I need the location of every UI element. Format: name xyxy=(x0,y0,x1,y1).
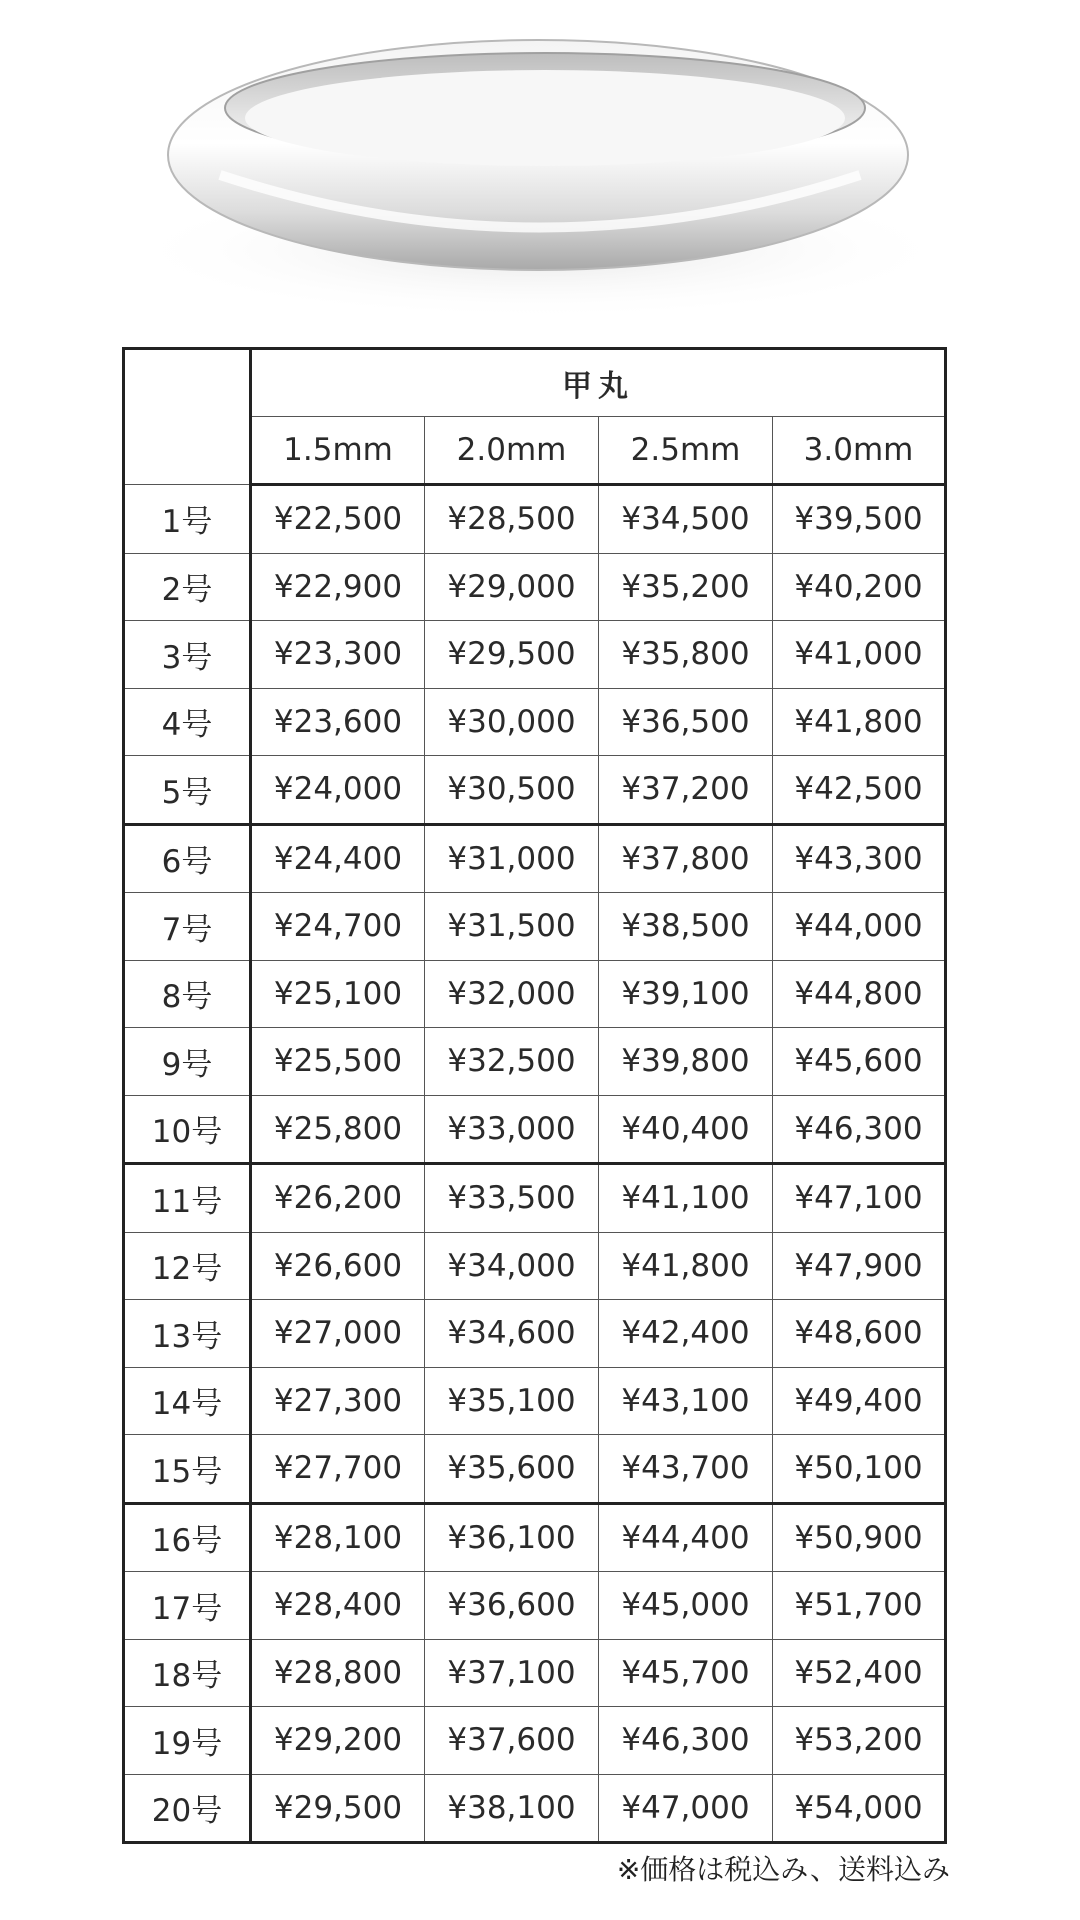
price-cell: ¥24,000 xyxy=(251,756,425,825)
price-cell: ¥41,800 xyxy=(773,688,946,756)
price-cell: ¥40,400 xyxy=(599,1095,773,1164)
price-cell: ¥36,500 xyxy=(599,688,773,756)
price-cell: ¥48,600 xyxy=(773,1300,946,1368)
ring-size-cell: 12号 xyxy=(124,1232,251,1300)
price-table xyxy=(122,347,947,1844)
price-cell: ¥25,100 xyxy=(251,960,425,1028)
table-row xyxy=(124,1435,946,1504)
ring-size-cell: 10号 xyxy=(124,1095,251,1164)
width-header-cell: 3.0mm xyxy=(773,417,946,485)
price-cell: ¥37,200 xyxy=(599,756,773,825)
price-cell: ¥27,700 xyxy=(251,1435,425,1504)
ring-size-cell: 18号 xyxy=(124,1639,251,1707)
price-cell: ¥32,500 xyxy=(425,1028,599,1096)
price-cell: ¥23,600 xyxy=(251,688,425,756)
price-cell: ¥36,100 xyxy=(425,1503,599,1572)
price-cell: ¥44,800 xyxy=(773,960,946,1028)
price-cell: ¥43,300 xyxy=(773,824,946,893)
table-row xyxy=(124,1707,946,1775)
ring-size-cell: 5号 xyxy=(124,756,251,825)
price-cell: ¥45,700 xyxy=(599,1639,773,1707)
ring-size-cell: 3号 xyxy=(124,621,251,689)
price-cell: ¥34,600 xyxy=(425,1300,599,1368)
price-cell: ¥23,300 xyxy=(251,621,425,689)
price-cell: ¥26,200 xyxy=(251,1164,425,1233)
table-row xyxy=(124,1367,946,1435)
table-row xyxy=(124,756,946,825)
ring-size-cell: 9号 xyxy=(124,1028,251,1096)
price-cell: ¥50,100 xyxy=(773,1435,946,1504)
price-cell: ¥26,600 xyxy=(251,1232,425,1300)
table-row xyxy=(124,824,946,893)
table-row xyxy=(124,1095,946,1164)
price-cell: ¥37,600 xyxy=(425,1707,599,1775)
width-header-cell: 2.0mm xyxy=(425,417,599,485)
price-cell: ¥44,400 xyxy=(599,1503,773,1572)
price-cell: ¥40,200 xyxy=(773,553,946,621)
table-row xyxy=(124,1503,946,1572)
ring-size-cell: 6号 xyxy=(124,824,251,893)
price-cell: ¥45,000 xyxy=(599,1572,773,1640)
ring-size-cell: 17号 xyxy=(124,1572,251,1640)
price-cell: ¥27,300 xyxy=(251,1367,425,1435)
price-cell: ¥30,000 xyxy=(425,688,599,756)
header-row-group xyxy=(124,349,946,417)
price-cell: ¥24,400 xyxy=(251,824,425,893)
ring-size-cell: 8号 xyxy=(124,960,251,1028)
ring-icon xyxy=(0,0,1080,330)
width-header-cell: 1.5mm xyxy=(251,417,425,485)
table-row xyxy=(124,1774,946,1843)
price-cell: ¥46,300 xyxy=(599,1707,773,1775)
price-cell: ¥41,000 xyxy=(773,621,946,689)
price-cell: ¥38,100 xyxy=(425,1774,599,1843)
width-header-cell: 2.5mm xyxy=(599,417,773,485)
ring-size-cell: 2号 xyxy=(124,553,251,621)
price-cell: ¥53,200 xyxy=(773,1707,946,1775)
ring-size-cell: 14号 xyxy=(124,1367,251,1435)
table-row xyxy=(124,621,946,689)
group-header-cell: 甲丸 xyxy=(251,349,946,417)
ring-size-cell: 4号 xyxy=(124,688,251,756)
table-row xyxy=(124,1300,946,1368)
price-cell: ¥34,000 xyxy=(425,1232,599,1300)
price-cell: ¥36,600 xyxy=(425,1572,599,1640)
price-cell: ¥27,000 xyxy=(251,1300,425,1368)
table-row xyxy=(124,553,946,621)
price-note: ※価格は税込み、送料込み xyxy=(616,1853,950,1886)
price-cell: ¥33,000 xyxy=(425,1095,599,1164)
ring-size-cell: 11号 xyxy=(124,1164,251,1233)
price-cell: ¥32,000 xyxy=(425,960,599,1028)
price-cell: ¥29,500 xyxy=(425,621,599,689)
price-cell: ¥39,500 xyxy=(773,485,946,554)
price-cell: ¥35,600 xyxy=(425,1435,599,1504)
price-cell: ¥50,900 xyxy=(773,1503,946,1572)
ring-size-cell: 20号 xyxy=(124,1774,251,1843)
price-cell: ¥25,800 xyxy=(251,1095,425,1164)
table-row xyxy=(124,1164,946,1233)
ring-size-cell: 15号 xyxy=(124,1435,251,1504)
price-cell: ¥39,100 xyxy=(599,960,773,1028)
corner-cell xyxy=(124,349,251,485)
price-cell: ¥37,100 xyxy=(425,1639,599,1707)
price-cell: ¥37,800 xyxy=(599,824,773,893)
price-cell: ¥28,800 xyxy=(251,1639,425,1707)
ring-size-cell: 13号 xyxy=(124,1300,251,1368)
table-row xyxy=(124,960,946,1028)
price-cell: ¥22,500 xyxy=(251,485,425,554)
price-cell: ¥44,000 xyxy=(773,893,946,961)
price-cell: ¥29,500 xyxy=(251,1774,425,1843)
price-cell: ¥35,200 xyxy=(599,553,773,621)
price-cell: ¥42,500 xyxy=(773,756,946,825)
price-cell: ¥47,900 xyxy=(773,1232,946,1300)
price-cell: ¥30,500 xyxy=(425,756,599,825)
price-cell: ¥49,400 xyxy=(773,1367,946,1435)
price-cell: ¥29,200 xyxy=(251,1707,425,1775)
price-cell: ¥28,500 xyxy=(425,485,599,554)
price-cell: ¥22,900 xyxy=(251,553,425,621)
ring-size-cell: 1号 xyxy=(124,485,251,554)
price-cell: ¥35,100 xyxy=(425,1367,599,1435)
price-cell: ¥38,500 xyxy=(599,893,773,961)
table-row xyxy=(124,1232,946,1300)
ring-size-cell: 16号 xyxy=(124,1503,251,1572)
price-cell: ¥25,500 xyxy=(251,1028,425,1096)
price-cell: ¥29,000 xyxy=(425,553,599,621)
table-row xyxy=(124,485,946,554)
price-cell: ¥47,100 xyxy=(773,1164,946,1233)
price-cell: ¥24,700 xyxy=(251,893,425,961)
price-cell: ¥43,100 xyxy=(599,1367,773,1435)
price-cell: ¥52,400 xyxy=(773,1639,946,1707)
ring-product-image xyxy=(0,0,1080,330)
price-cell: ¥46,300 xyxy=(773,1095,946,1164)
price-cell: ¥47,000 xyxy=(599,1774,773,1843)
price-cell: ¥41,100 xyxy=(599,1164,773,1233)
price-cell: ¥33,500 xyxy=(425,1164,599,1233)
table-row xyxy=(124,893,946,961)
price-cell: ¥31,500 xyxy=(425,893,599,961)
ring-size-cell: 7号 xyxy=(124,893,251,961)
price-cell: ¥54,000 xyxy=(773,1774,946,1843)
price-cell: ¥42,400 xyxy=(599,1300,773,1368)
price-cell: ¥34,500 xyxy=(599,485,773,554)
price-cell: ¥45,600 xyxy=(773,1028,946,1096)
price-cell: ¥31,000 xyxy=(425,824,599,893)
table-row xyxy=(124,1028,946,1096)
price-cell: ¥41,800 xyxy=(599,1232,773,1300)
price-cell: ¥51,700 xyxy=(773,1572,946,1640)
price-cell: ¥39,800 xyxy=(599,1028,773,1096)
ring-size-cell: 19号 xyxy=(124,1707,251,1775)
table-row xyxy=(124,688,946,756)
table-row xyxy=(124,1639,946,1707)
price-cell: ¥43,700 xyxy=(599,1435,773,1504)
price-cell: ¥35,800 xyxy=(599,621,773,689)
price-cell: ¥28,100 xyxy=(251,1503,425,1572)
table-row xyxy=(124,1572,946,1640)
price-cell: ¥28,400 xyxy=(251,1572,425,1640)
